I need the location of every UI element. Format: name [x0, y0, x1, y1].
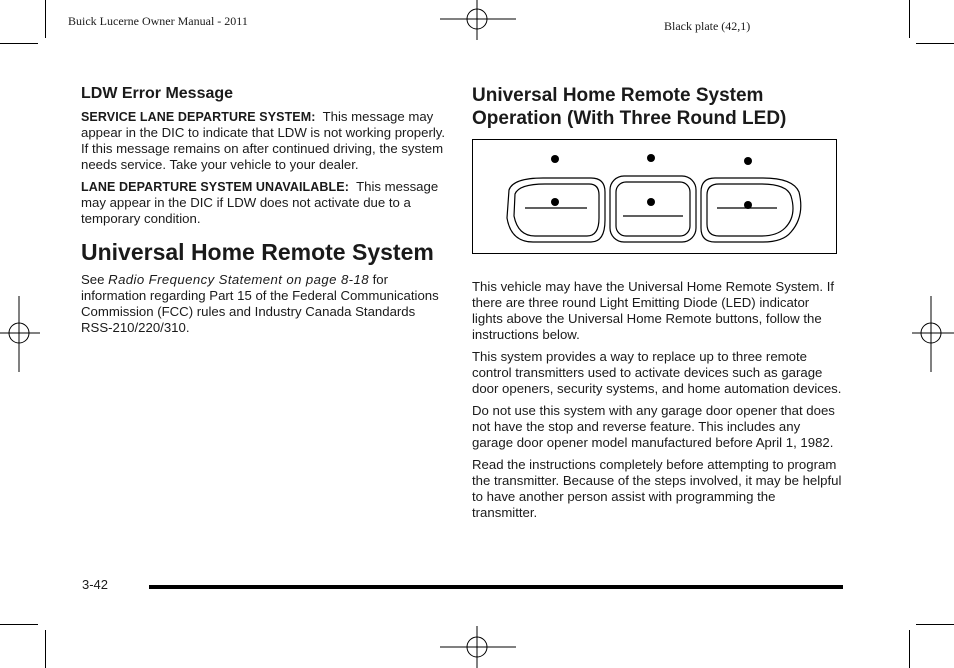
registration-mark-left — [0, 296, 40, 372]
led-indicator-2 — [647, 154, 655, 162]
footer-rule — [149, 585, 843, 589]
see-text: for information regarding Part 15 of the Federal Communications Commission (FCC) rules and Industry Canada Standards RSS-210/220/310. — [81, 272, 439, 335]
ldw-unavailable-label: LANE DEPARTURE SYSTEM UNAVAILABLE: — [81, 180, 349, 194]
button-dot-2 — [647, 198, 655, 206]
crop-mark — [45, 630, 46, 668]
led-indicator-1 — [551, 155, 559, 163]
uhr-operation-title: Universal Home Remote System Operation (With Three Round LED) — [472, 85, 787, 129]
registration-mark-top — [440, 0, 516, 40]
remote-buttons-drawing — [473, 140, 836, 253]
see-prefix: See — [81, 272, 105, 287]
button-dot-3 — [744, 201, 752, 209]
crop-mark — [45, 0, 46, 38]
page-number: 3-42 — [82, 577, 109, 592]
ldw-unavailable-paragraph — [81, 179, 447, 227]
ldw-error-heading: LDW Error Message — [81, 85, 234, 102]
service-ldw-paragraph — [81, 109, 447, 173]
left-column — [81, 84, 447, 342]
registration-mark-bottom — [440, 626, 516, 668]
crop-mark — [909, 0, 910, 38]
uhr-system-title: Universal Home Remote System — [81, 239, 434, 265]
led-indicator-3 — [744, 157, 752, 165]
remote-button-2 — [610, 176, 696, 242]
service-ldw-label: SERVICE LANE DEPARTURE SYSTEM: — [81, 110, 316, 124]
service-ldw-text: This message may appear in the DIC to indicate that LDW is not working properly. If this message remains on after continued driving, the system needs service. Take your vehicle to your dealer. — [81, 109, 446, 172]
remote-buttons-illustration — [472, 139, 837, 254]
crop-mark — [0, 43, 38, 44]
running-header-title: Buick Lucerne Owner Manual - 2011 — [68, 14, 248, 28]
remote-button-3 — [701, 178, 801, 242]
crop-mark — [909, 630, 910, 668]
warning-paragraph: Do not use this system with any garage door opener that does not have the stop and reverse feature. This includes any garage door opener model manufactured before April 1, 1982. — [472, 403, 835, 450]
see-reference-paragraph — [81, 272, 447, 336]
registration-mark-right — [912, 296, 954, 372]
crop-mark — [916, 624, 954, 625]
running-header-plate: Black plate (42,1) — [664, 19, 751, 33]
button-dot-1 — [551, 198, 559, 206]
crop-mark — [916, 43, 954, 44]
radio-frequency-link[interactable]: Radio Frequency Statement on page 8-18 — [108, 272, 369, 287]
right-column — [472, 84, 842, 527]
instructions-paragraph: Read the instructions completely before attempting to program the transmitter. Because of the steps involved, it may be helpful to have another person assist with programming the transmitter. — [472, 457, 842, 520]
intro-paragraph: This vehicle may have the Universal Home Remote System. If there are three round Light Emitting Diode (LED) indicator lights above the Universal Home Remote buttons, follow the instructions below. — [472, 279, 835, 342]
ldw-unavailable-text: This message may appear in the DIC if LDW does not activate due to a temporary condition. — [81, 179, 439, 226]
crop-mark — [0, 624, 38, 625]
purpose-paragraph: This system provides a way to replace up to three remote control transmitters used to activate devices such as garage door openers, security systems, and home automation devices. — [472, 349, 842, 396]
